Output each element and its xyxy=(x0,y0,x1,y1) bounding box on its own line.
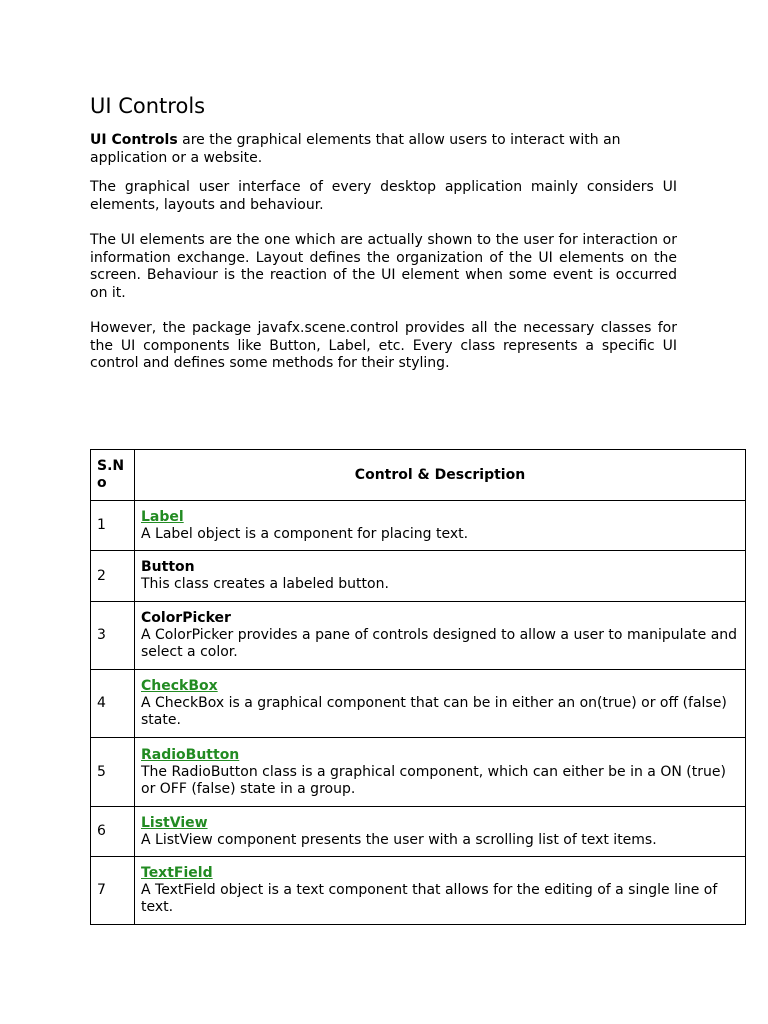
row-control-cell xyxy=(135,857,746,925)
control-link-checkbox[interactable]: CheckBox xyxy=(141,678,218,694)
control-name-button: Button xyxy=(141,559,195,575)
package-paragraph: However, the package javafx.scene.control provides all the necessary classes for the UI components like Button, Label, etc. Every class represents a specific UI control and defines some methods for their styling. xyxy=(90,320,677,372)
control-link-radiobutton[interactable]: RadioButton xyxy=(141,746,240,763)
control-link-label[interactable]: Label xyxy=(141,508,184,525)
control-link-textfield[interactable]: TextField xyxy=(141,865,213,881)
table-row xyxy=(91,602,746,670)
row-control-cell xyxy=(135,670,746,738)
header-control-description: Control & Description xyxy=(135,450,746,501)
table-row xyxy=(91,857,746,925)
control-description: The RadioButton class is a graphical component, which can either be in a ON (true) or OFF (false) state in a group. xyxy=(141,763,726,797)
ui-elements-paragraph: The UI elements are the one which are actually shown to the user for interaction or information exchange. Layout defines the organization of the UI elements on the screen. Behaviour is the reaction of the UI element when some event is occurred on it. xyxy=(90,232,677,301)
intro-bold-term: UI Controls xyxy=(90,132,178,148)
page-title: UI Controls xyxy=(90,94,206,118)
control-description: A Label object is a component for placing text. xyxy=(141,525,469,542)
row-control-cell xyxy=(135,602,746,670)
table-row xyxy=(91,807,746,857)
row-sno: 2 xyxy=(91,551,135,602)
control-description: A ListView component presents the user with a scrolling list of text items. xyxy=(141,831,657,848)
control-link-listview[interactable]: ListView xyxy=(141,814,208,831)
control-description: A TextField object is a text component that allows for the editing of a single line of text. xyxy=(141,882,718,915)
intro-paragraph xyxy=(90,132,677,167)
row-control-cell xyxy=(135,738,746,807)
row-sno: 1 xyxy=(91,501,135,551)
control-description: A CheckBox is a graphical component that can be in either an on(true) or off (false) state. xyxy=(141,695,727,728)
table-row xyxy=(91,501,746,551)
row-control-cell xyxy=(135,501,746,551)
control-description: A ColorPicker provides a pane of controls designed to allow a user to manipulate and select a color. xyxy=(141,627,738,660)
control-name-colorpicker: ColorPicker xyxy=(141,610,231,626)
row-sno: 7 xyxy=(91,857,135,925)
control-description: This class creates a labeled button. xyxy=(141,576,389,592)
row-sno: 4 xyxy=(91,670,135,738)
gui-paragraph: The graphical user interface of every desktop application mainly considers UI elements, layouts and behaviour. xyxy=(90,179,677,213)
header-sno: S.No xyxy=(91,450,135,501)
row-sno: 5 xyxy=(91,738,135,807)
row-sno: 3 xyxy=(91,602,135,670)
intro-text: are the graphical elements that allow users to interact with an application or a website. xyxy=(90,132,621,166)
row-sno: 6 xyxy=(91,807,135,857)
table-row xyxy=(91,551,746,602)
table-header-row xyxy=(91,450,746,501)
row-control-cell xyxy=(135,807,746,857)
table-row xyxy=(91,738,746,807)
table-row xyxy=(91,670,746,738)
row-control-cell xyxy=(135,551,746,602)
controls-table xyxy=(90,449,746,925)
